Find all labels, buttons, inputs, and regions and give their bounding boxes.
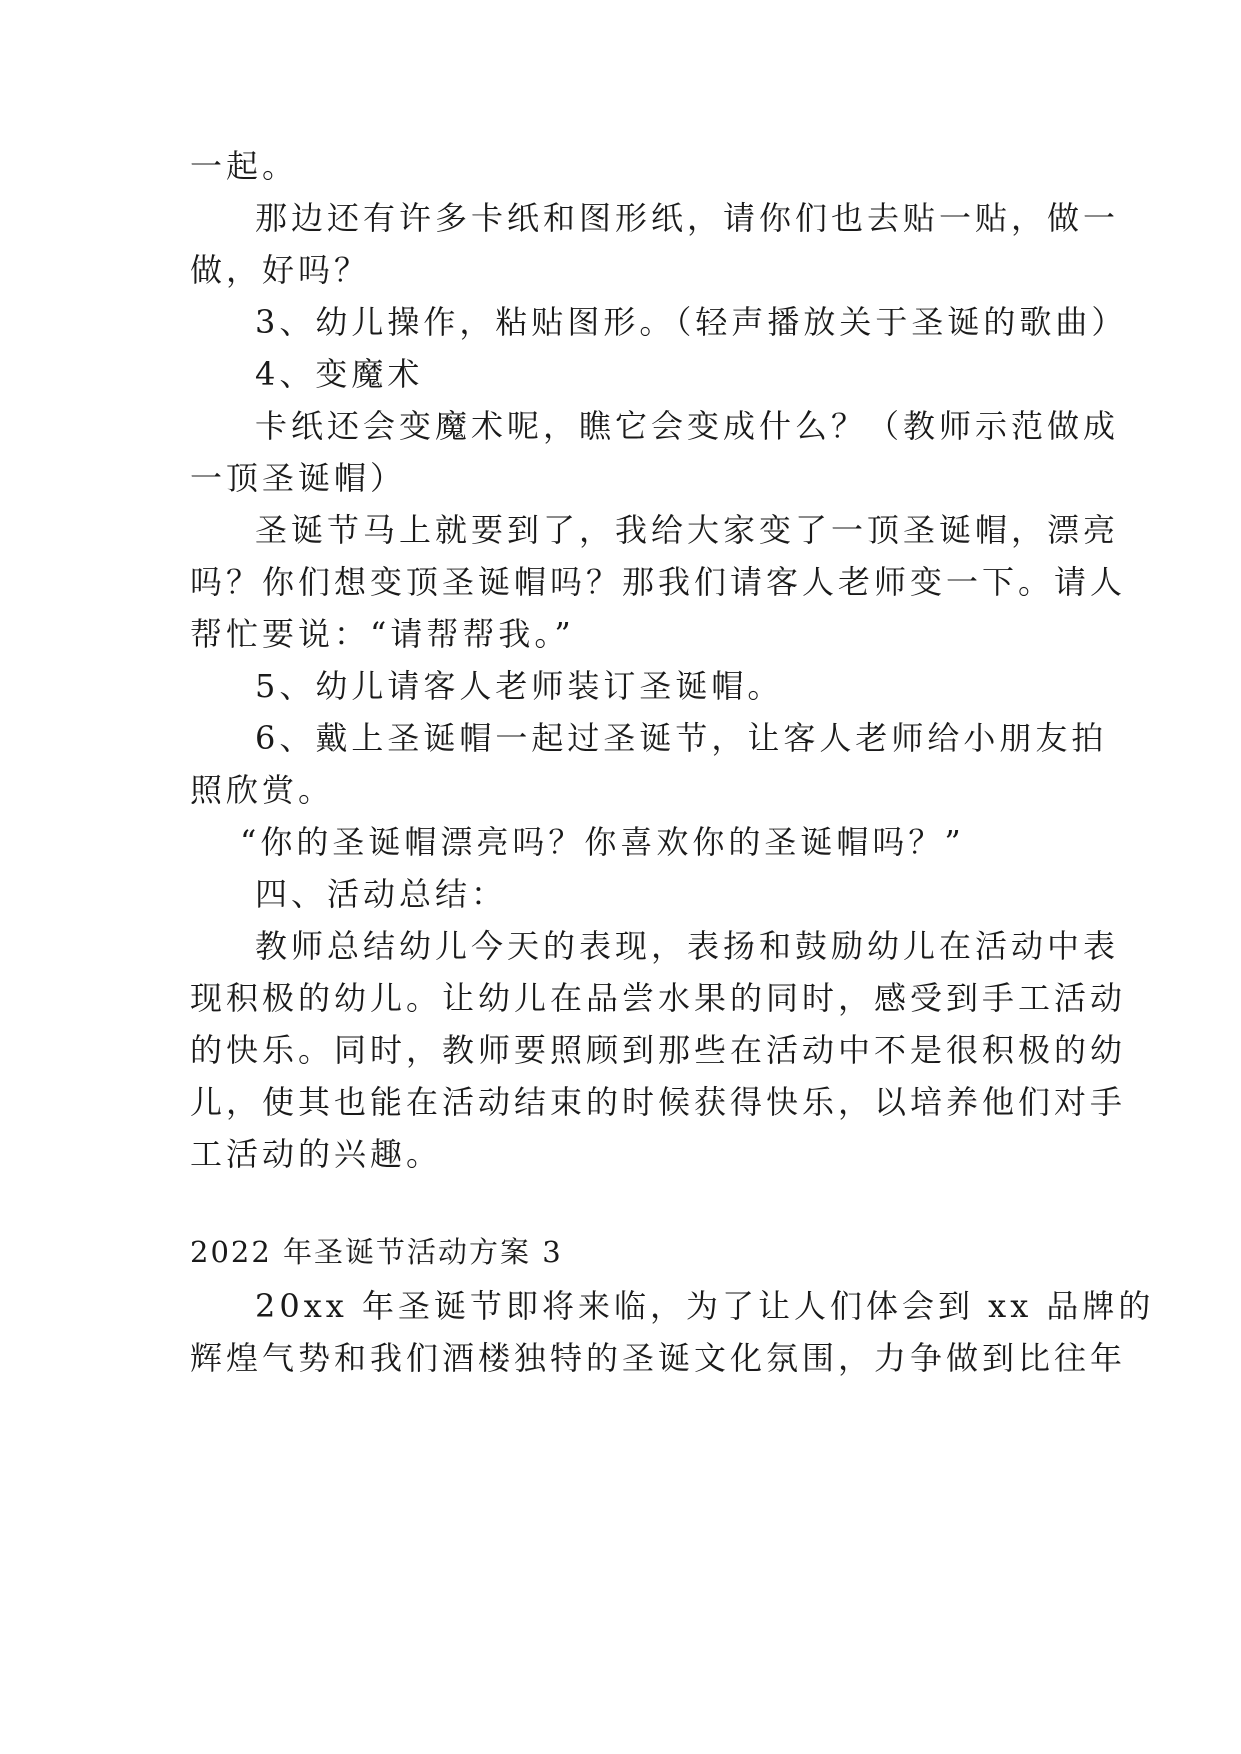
text-line-8: 圣诞节马上就要到了，我给大家变了一顶圣诞帽，漂亮 <box>255 511 1120 549</box>
text-line-5: 4、变魔术 <box>255 355 424 393</box>
text-line-7: 一顶圣诞帽） <box>190 459 407 497</box>
section-heading: 2022 年圣诞节活动方案 3 <box>190 1235 563 1269</box>
text-line-10: 帮忙要说：“请帮帮我。” <box>190 615 575 653</box>
text-line-18: 的快乐。同时，教师要照顾到那些在活动中不是很积极的幼 <box>190 1031 1127 1069</box>
text-line-13: 照欣赏。 <box>190 771 335 809</box>
text-line-23: 辉煌气势和我们酒楼独特的圣诞文化氛围，力争做到比往年 <box>190 1339 1127 1377</box>
text-line-16: 教师总结幼儿今天的表现，表扬和鼓励幼儿在活动中表 <box>255 927 1120 965</box>
text-line-15: 四、活动总结： <box>255 875 508 913</box>
text-line-4: 3、幼儿操作，粘贴图形。（轻声播放关于圣诞的歌曲） <box>255 303 1128 341</box>
text-line-9: 吗？你们想变顶圣诞帽吗？那我们请客人老师变一下。请人 <box>190 563 1127 601</box>
text-line-20: 工活动的兴趣。 <box>190 1135 443 1173</box>
text-line-1: 一起。 <box>190 147 299 185</box>
text-line-17: 现积极的幼儿。让幼儿在品尝水果的同时，感受到手工活动 <box>190 979 1127 1017</box>
text-line-3: 做，好吗？ <box>190 251 371 289</box>
text-line-6: 卡纸还会变魔术呢，瞧它会变成什么？（教师示范做成 <box>255 407 1120 445</box>
text-line-19: 儿，使其也能在活动结束的时候获得快乐，以培养他们对手 <box>190 1083 1127 1121</box>
text-line-22: 20xx 年圣诞节即将来临，为了让人们体会到 xx 品牌的 <box>255 1287 1155 1325</box>
text-line-12: 6、戴上圣诞帽一起过圣诞节，让客人老师给小朋友拍 <box>255 719 1108 757</box>
text-line-11: 5、幼儿请客人老师装订圣诞帽。 <box>255 667 784 705</box>
text-line-14: “你的圣诞帽漂亮吗？你喜欢你的圣诞帽吗？” <box>240 823 965 861</box>
text-line-2: 那边还有许多卡纸和图形纸，请你们也去贴一贴，做一 <box>255 199 1120 237</box>
